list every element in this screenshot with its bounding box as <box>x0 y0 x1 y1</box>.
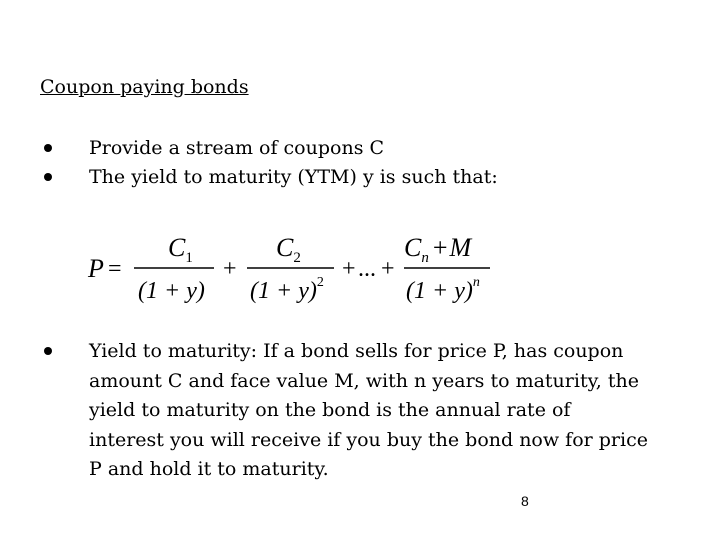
formula-plus: + <box>223 256 237 282</box>
bullet-text-ytm-definition: The yield to maturity (YTM) y is such that: <box>89 165 498 188</box>
formula-plus: + <box>342 256 356 282</box>
formula-term2-num-var: C <box>276 233 294 262</box>
formula-termn-num-face: M <box>449 233 472 262</box>
page-number: 8 <box>521 493 529 509</box>
ytm-formula <box>86 228 506 308</box>
formula-term2-denominator-base: (1 + y) <box>250 278 317 304</box>
formula-term1-numerator <box>168 233 193 266</box>
bullet-item <box>40 134 498 163</box>
formula-term2-exponent: 2 <box>316 275 324 290</box>
bullet-text-ytm-explanation: Yield to maturity: If a bond sells for price P, has coupon amount C and face value M, with n years to maturity, the yield to maturity on the bond is the annual rate of interest you will receive if you buy the bond now for price P and hold it to maturity. <box>89 340 648 480</box>
formula-term2-numerator <box>276 233 301 266</box>
bullet-item <box>40 163 498 192</box>
formula-term1-num-sub: 1 <box>185 250 193 266</box>
formula-termn-num-sub: n <box>421 250 429 266</box>
formula-price-symbol: P <box>88 254 104 283</box>
formula-equals: = <box>108 256 122 282</box>
formula-termn-denominator <box>406 275 480 304</box>
formula-termn-denominator-base: (1 + y) <box>406 278 473 304</box>
formula-termn-num-plus: + <box>432 233 448 262</box>
formula-term2-denominator <box>250 275 324 304</box>
formula-termn-num-var: C <box>404 233 422 262</box>
formula-term1-denominator: (1 + y) <box>138 278 205 304</box>
slide-title: Coupon paying bonds <box>40 76 249 98</box>
formula-term2-num-sub: 2 <box>293 250 301 266</box>
bullet-dot-icon <box>44 144 52 152</box>
bullet-dot-icon <box>44 173 52 181</box>
bullet-list <box>40 134 498 191</box>
formula-termn-numerator <box>404 233 473 266</box>
formula-term1-num-var: C <box>168 233 186 262</box>
bullet-text-coupons: Provide a stream of coupons C <box>89 137 385 159</box>
formula-ellipsis: ... <box>358 256 376 282</box>
formula-plus: + <box>381 256 395 282</box>
bullet-dot-icon <box>44 347 52 355</box>
formula-termn-exponent: n <box>472 275 480 290</box>
